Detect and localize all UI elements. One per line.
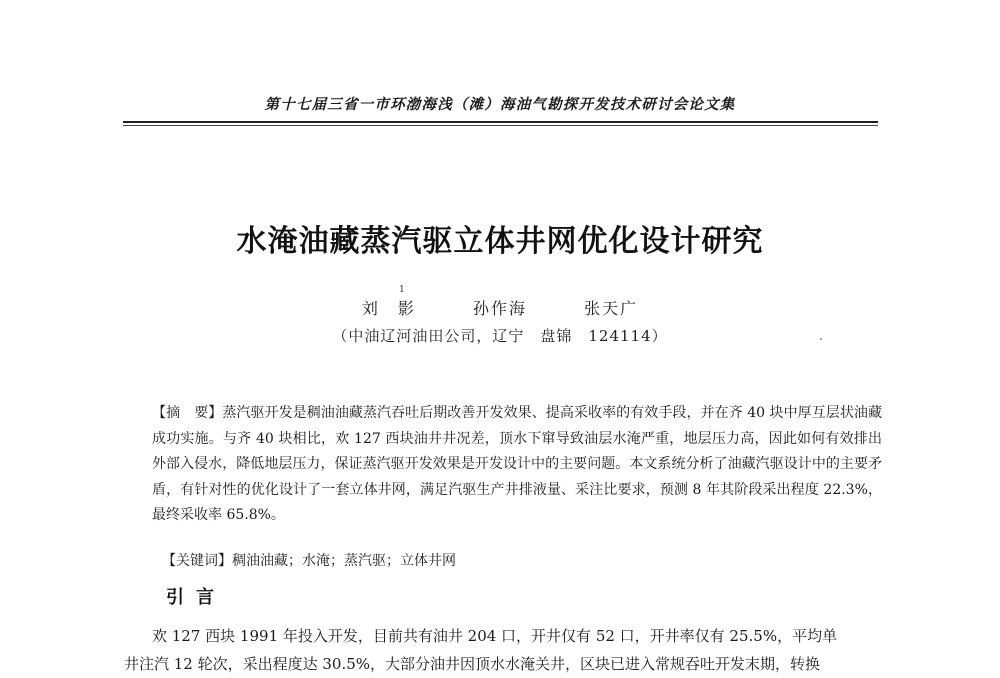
author-superscript: 1 bbox=[399, 285, 405, 295]
section-heading: 引言 bbox=[166, 587, 226, 608]
keywords-text: 稠油油藏；水淹；蒸汽驱；立体井网 bbox=[232, 553, 456, 569]
paper-title: 水淹油藏蒸汽驱立体井网优化设计研究 bbox=[236, 224, 764, 259]
abstract bbox=[152, 401, 882, 529]
author-name: 刘 影 bbox=[361, 299, 416, 318]
body-paragraph-line: 井注汽 12 轮次，采出程度达 30.5%，大部分油井因顶水水淹关井，区块已进入常规吞吐开发末期，转换 bbox=[124, 655, 821, 673]
running-header: 第十七届三省一市环渤海浅（滩）海油气勘探开发技术研讨会论文集 bbox=[264, 96, 736, 113]
keywords bbox=[162, 550, 456, 570]
author-list bbox=[0, 296, 1000, 319]
header-rule-thick bbox=[123, 121, 878, 123]
keywords-label: 【关键词】 bbox=[162, 553, 232, 569]
abstract-text: 蒸汽驱开发是稠油油藏蒸汽吞吐后期改善开发效果、提高采收率的有效手段，并在齐 40 块中厚互层状油藏成功实施。与齐 40 块相比，欢 127 西块油井井况差，顶水下窜导致油层水淹严重，地层压力高，因此如何有效排出外部入侵水，降低地层压力，保证蒸汽驱开发效果是开发设计中的主要问题。本文系统分析了油藏汽驱设计中的主要矛盾，有针对性的优化设计了一套立体井网，满足汽驱生产井排液量、采注比要求，预测 8 年其阶段采出程度 22.3%，最终采收率 65.8%。 bbox=[152, 405, 882, 523]
header-rule-thin bbox=[123, 125, 878, 126]
author-name: 孙作海 bbox=[472, 299, 527, 318]
scan-speck bbox=[820, 338, 822, 340]
author-name: 张天广 bbox=[584, 299, 639, 318]
body-paragraph-line: 欢 127 西块 1991 年投入开发，目前共有油井 204 口，开井仅有 52 口，开井率仅有 25.5%，平均单 bbox=[152, 627, 838, 645]
abstract-label: 【摘 要】 bbox=[152, 405, 223, 421]
affiliation: （中油辽河油田公司，辽宁 盘锦 124114） bbox=[332, 327, 668, 345]
